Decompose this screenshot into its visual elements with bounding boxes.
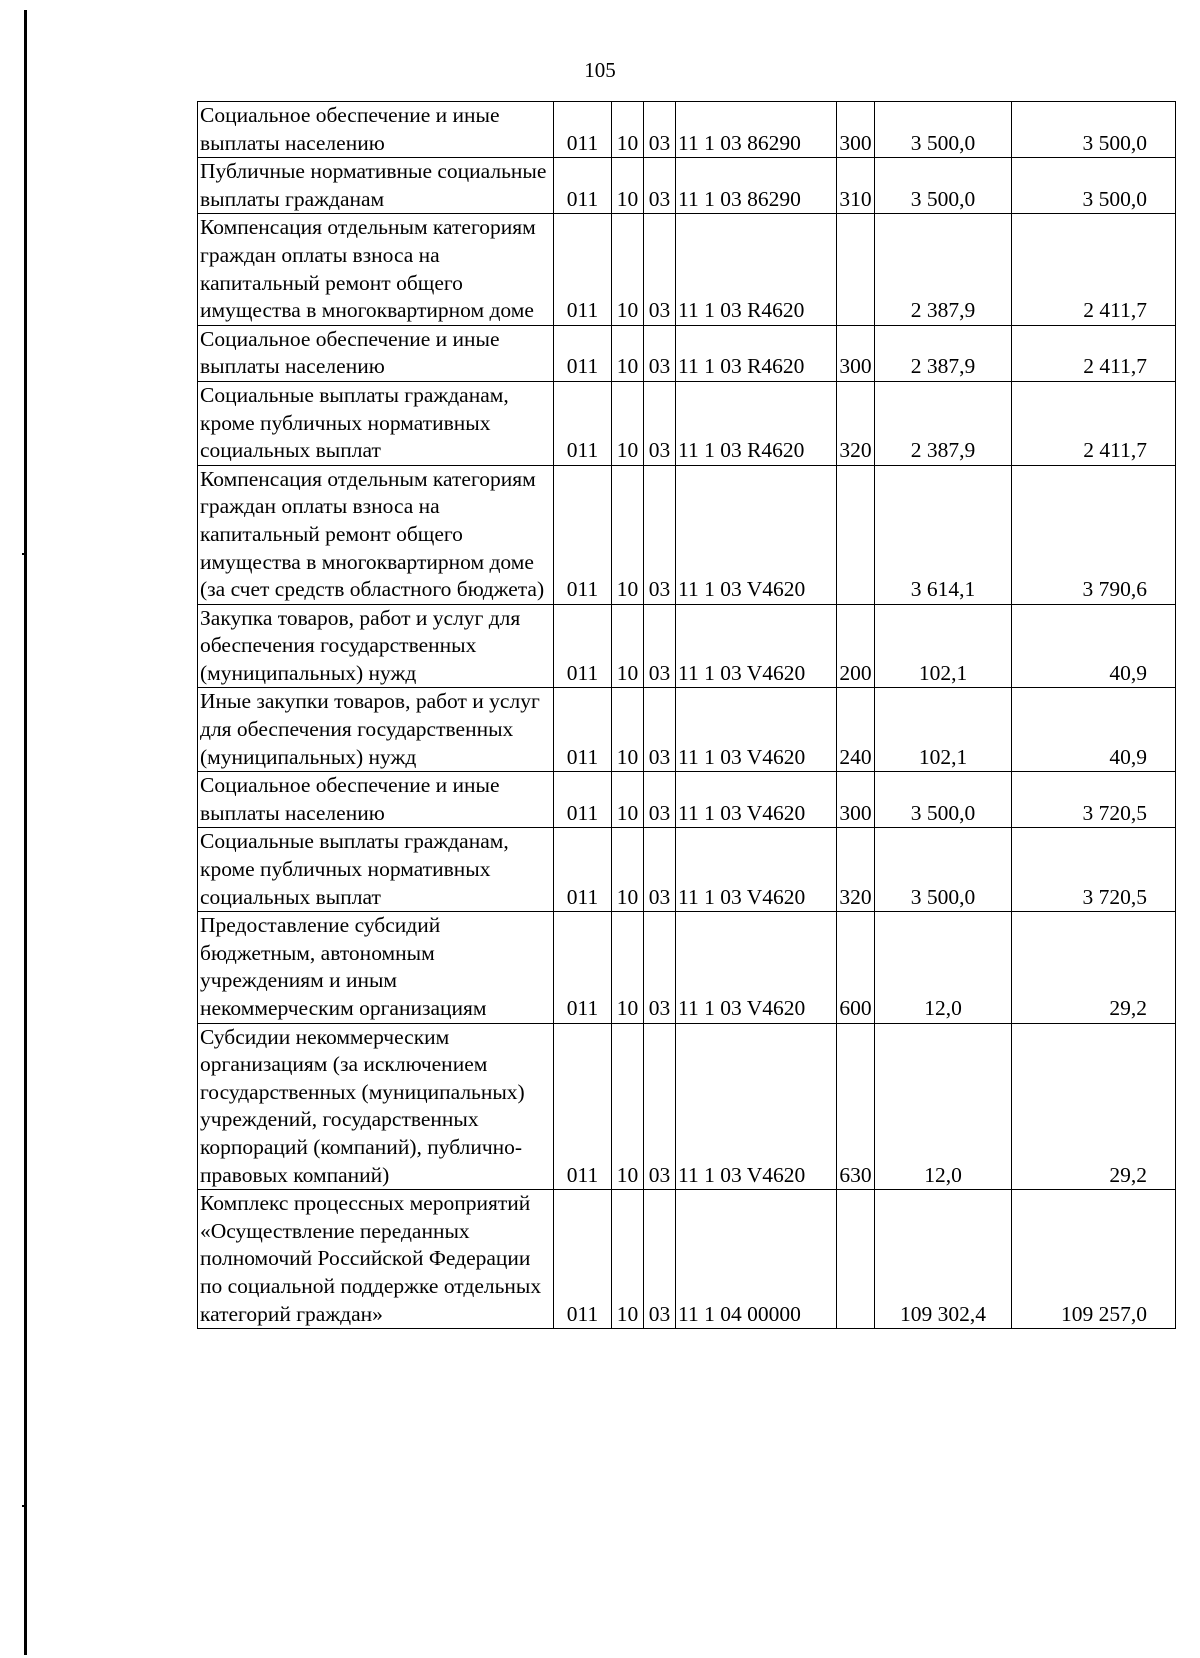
row-sum-year-1: 3 500,0 xyxy=(875,158,1012,214)
row-ved-code: 011 xyxy=(554,381,612,465)
row-expense-type: 600 xyxy=(837,912,875,1023)
table-body xyxy=(198,102,1176,1329)
row-subsection-code: 03 xyxy=(644,688,676,772)
row-section-code: 10 xyxy=(612,604,644,688)
row-name: Социальные выплаты гражданам, кроме публичных нормативных социальных выплат xyxy=(198,381,554,465)
row-target-article: 11 1 03 86290 xyxy=(676,102,837,158)
scan-edge-line xyxy=(24,10,27,1655)
row-sum-year-1: 12,0 xyxy=(875,912,1012,1023)
row-expense-type xyxy=(837,465,875,604)
row-expense-type: 240 xyxy=(837,688,875,772)
row-sum-year-2: 3 500,0 xyxy=(1012,158,1176,214)
row-section-code: 10 xyxy=(612,465,644,604)
row-ved-code: 011 xyxy=(554,102,612,158)
row-subsection-code: 03 xyxy=(644,158,676,214)
table-row xyxy=(198,465,1176,604)
table-row xyxy=(198,325,1176,381)
row-section-code: 10 xyxy=(612,688,644,772)
table-row xyxy=(198,1023,1176,1190)
row-sum-year-2: 2 411,7 xyxy=(1012,381,1176,465)
row-name: Комплекс процессных мероприятий «Осуществление переданных полномочий Российской Федерации по социальной поддержке отдельных категорий граждан» xyxy=(198,1190,554,1329)
row-sum-year-1: 12,0 xyxy=(875,1023,1012,1190)
row-section-code: 10 xyxy=(612,381,644,465)
row-section-code: 10 xyxy=(612,772,644,828)
row-subsection-code: 03 xyxy=(644,1190,676,1329)
row-ved-code: 011 xyxy=(554,158,612,214)
row-ved-code: 011 xyxy=(554,688,612,772)
table-row xyxy=(198,604,1176,688)
row-target-article: 11 1 03 86290 xyxy=(676,158,837,214)
row-section-code: 10 xyxy=(612,102,644,158)
row-ved-code: 011 xyxy=(554,1023,612,1190)
row-sum-year-1: 2 387,9 xyxy=(875,325,1012,381)
table-row xyxy=(198,381,1176,465)
row-target-article: 11 1 03 V4620 xyxy=(676,604,837,688)
row-ved-code: 011 xyxy=(554,214,612,325)
row-section-code: 10 xyxy=(612,1190,644,1329)
row-expense-type: 320 xyxy=(837,381,875,465)
table-row xyxy=(198,158,1176,214)
row-sum-year-1: 2 387,9 xyxy=(875,381,1012,465)
row-name: Публичные нормативные социальные выплаты гражданам xyxy=(198,158,554,214)
table-row xyxy=(198,688,1176,772)
row-sum-year-1: 3 614,1 xyxy=(875,465,1012,604)
row-subsection-code: 03 xyxy=(644,325,676,381)
row-expense-type: 200 xyxy=(837,604,875,688)
row-expense-type: 300 xyxy=(837,325,875,381)
row-ved-code: 011 xyxy=(554,912,612,1023)
scan-edge-mark xyxy=(22,1505,27,1507)
table-row xyxy=(198,102,1176,158)
row-target-article: 11 1 03 V4620 xyxy=(676,772,837,828)
table-row xyxy=(198,912,1176,1023)
row-section-code: 10 xyxy=(612,1023,644,1190)
row-sum-year-2: 40,9 xyxy=(1012,688,1176,772)
row-name: Закупка товаров, работ и услуг для обеспечения государственных (муниципальных) нужд xyxy=(198,604,554,688)
row-sum-year-2: 3 790,6 xyxy=(1012,465,1176,604)
row-ved-code: 011 xyxy=(554,325,612,381)
row-target-article: 11 1 03 V4620 xyxy=(676,688,837,772)
row-target-article: 11 1 03 V4620 xyxy=(676,912,837,1023)
budget-table xyxy=(197,101,1176,1329)
row-name: Субсидии некоммерческим организациям (за исключением государственных (муниципальных) учреждений, государственных корпораций (компаний), публично-правовых компаний) xyxy=(198,1023,554,1190)
row-target-article: 11 1 03 V4620 xyxy=(676,828,837,912)
row-sum-year-2: 40,9 xyxy=(1012,604,1176,688)
row-section-code: 10 xyxy=(612,158,644,214)
row-name: Социальное обеспечение и иные выплаты населению xyxy=(198,102,554,158)
row-subsection-code: 03 xyxy=(644,912,676,1023)
row-expense-type: 630 xyxy=(837,1023,875,1190)
row-sum-year-2: 3 500,0 xyxy=(1012,102,1176,158)
row-ved-code: 011 xyxy=(554,828,612,912)
row-target-article: 11 1 03 R4620 xyxy=(676,214,837,325)
row-subsection-code: 03 xyxy=(644,214,676,325)
row-section-code: 10 xyxy=(612,214,644,325)
table-row xyxy=(198,772,1176,828)
row-sum-year-2: 109 257,0 xyxy=(1012,1190,1176,1329)
row-subsection-code: 03 xyxy=(644,1023,676,1190)
row-name: Социальное обеспечение и иные выплаты населению xyxy=(198,325,554,381)
row-name: Компенсация отдельным категориям граждан оплаты взноса на капитальный ремонт общего имущества в многоквартирном доме xyxy=(198,214,554,325)
row-name: Социальные выплаты гражданам, кроме публичных нормативных социальных выплат xyxy=(198,828,554,912)
row-sum-year-2: 2 411,7 xyxy=(1012,325,1176,381)
row-sum-year-1: 3 500,0 xyxy=(875,772,1012,828)
row-ved-code: 011 xyxy=(554,1190,612,1329)
row-subsection-code: 03 xyxy=(644,381,676,465)
row-sum-year-1: 109 302,4 xyxy=(875,1190,1012,1329)
table-row xyxy=(198,214,1176,325)
row-name: Иные закупки товаров, работ и услуг для обеспечения государственных (муниципальных) нужд xyxy=(198,688,554,772)
row-name: Компенсация отдельным категориям граждан оплаты взноса на капитальный ремонт общего имущества в многоквартирном доме (за счет средств областного бюджета) xyxy=(198,465,554,604)
row-sum-year-2: 3 720,5 xyxy=(1012,828,1176,912)
row-name: Социальное обеспечение и иные выплаты населению xyxy=(198,772,554,828)
row-target-article: 11 1 03 V4620 xyxy=(676,465,837,604)
row-sum-year-1: 2 387,9 xyxy=(875,214,1012,325)
row-target-article: 11 1 03 R4620 xyxy=(676,381,837,465)
row-subsection-code: 03 xyxy=(644,102,676,158)
row-sum-year-2: 29,2 xyxy=(1012,1023,1176,1190)
row-ved-code: 011 xyxy=(554,772,612,828)
row-sum-year-2: 2 411,7 xyxy=(1012,214,1176,325)
row-expense-type xyxy=(837,1190,875,1329)
row-sum-year-1: 102,1 xyxy=(875,604,1012,688)
row-expense-type: 320 xyxy=(837,828,875,912)
row-subsection-code: 03 xyxy=(644,772,676,828)
row-subsection-code: 03 xyxy=(644,828,676,912)
row-subsection-code: 03 xyxy=(644,465,676,604)
row-expense-type: 300 xyxy=(837,102,875,158)
row-target-article: 11 1 04 00000 xyxy=(676,1190,837,1329)
row-expense-type xyxy=(837,214,875,325)
page-number: 105 xyxy=(584,58,616,82)
row-sum-year-2: 3 720,5 xyxy=(1012,772,1176,828)
row-sum-year-1: 3 500,0 xyxy=(875,102,1012,158)
row-target-article: 11 1 03 R4620 xyxy=(676,325,837,381)
table-row xyxy=(198,1190,1176,1329)
row-section-code: 10 xyxy=(612,912,644,1023)
row-section-code: 10 xyxy=(612,828,644,912)
row-expense-type: 310 xyxy=(837,158,875,214)
row-expense-type: 300 xyxy=(837,772,875,828)
row-name: Предоставление субсидий бюджетным, автономным учреждениям и иным некоммерческим организациям xyxy=(198,912,554,1023)
row-sum-year-1: 3 500,0 xyxy=(875,828,1012,912)
table-row xyxy=(198,828,1176,912)
row-sum-year-2: 29,2 xyxy=(1012,912,1176,1023)
row-ved-code: 011 xyxy=(554,604,612,688)
row-section-code: 10 xyxy=(612,325,644,381)
row-sum-year-1: 102,1 xyxy=(875,688,1012,772)
scan-edge-mark xyxy=(22,553,27,555)
row-subsection-code: 03 xyxy=(644,604,676,688)
row-target-article: 11 1 03 V4620 xyxy=(676,1023,837,1190)
row-ved-code: 011 xyxy=(554,465,612,604)
